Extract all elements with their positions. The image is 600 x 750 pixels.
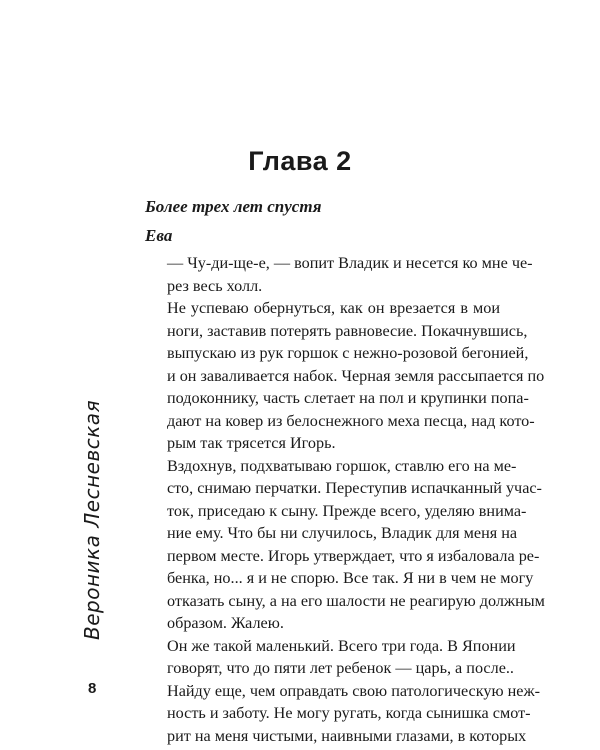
text-line: Он же такой маленький. Всего три года. В Японии [167, 636, 516, 655]
text-line: ноги, заставив потерять равновесие. Покачнувшись, [167, 321, 528, 340]
text-line: рым так трясется Игорь. [167, 434, 336, 452]
paragraph [145, 635, 541, 748]
chapter-subtitle: Более трех лет спустя [145, 197, 322, 216]
text-line: дают на ковер из белоснежного меха песца, над кото- [167, 411, 535, 430]
text-line: Найду еще, чем оправдать свою патологическую неж- [167, 681, 541, 700]
paragraph [145, 252, 533, 297]
chapter-title: Глава 2 [248, 146, 352, 176]
text-line: выпускаю из рук горшок с нежно-розовой бегонией, [167, 344, 529, 362]
text-line: подоконнику, часть слетает на пол и крупинки попа- [167, 389, 529, 407]
text-line: ние ему. Что бы ни случилось, Владик для меня на [167, 524, 518, 542]
text-line: рез весь холл. [167, 276, 263, 295]
text-line: рит на меня чистыми, наивными глазами, в которых [167, 726, 527, 745]
page-number: 8 [88, 680, 97, 697]
text-line: образом. Жалею. [167, 614, 284, 632]
text-line: сто, снимаю перчатки. Переступив испачканный учас- [167, 479, 542, 497]
text-line: ток, приседаю к сыну. Прежде всего, уделяю внима- [167, 501, 527, 520]
paragraph [145, 297, 545, 455]
paragraph [145, 455, 545, 635]
body-text [145, 252, 545, 747]
text-line: Вздохнув, подхватываю горшок, ставлю его на ме- [167, 456, 517, 475]
text-line: и он заваливается набок. Черная земля рассыпается по [167, 366, 545, 385]
text-line: ность и заботу. Не могу ругать, когда сынишка смот- [167, 704, 531, 722]
text-line: бенка, но... я и не спорю. Все так. Я ни в чем не могу [167, 569, 534, 587]
author-sidebar: Вероника Лесневская [80, 399, 104, 640]
text-line: первом месте. Игорь утверждает, что я избаловала ре- [167, 546, 540, 565]
text-line: говорят, что до пяти лет ребенок — царь, а после.. [167, 659, 514, 677]
text-line: отказать сыну, а на его шалости не реагирую должным [167, 591, 545, 610]
pov-character: Ева [145, 226, 173, 245]
text-line: Не успеваю обернуться, как он врезается в мои [167, 299, 500, 317]
text-line: — Чу-ди-ще-е, — вопит Владик и несется ко мне че- [167, 254, 533, 272]
